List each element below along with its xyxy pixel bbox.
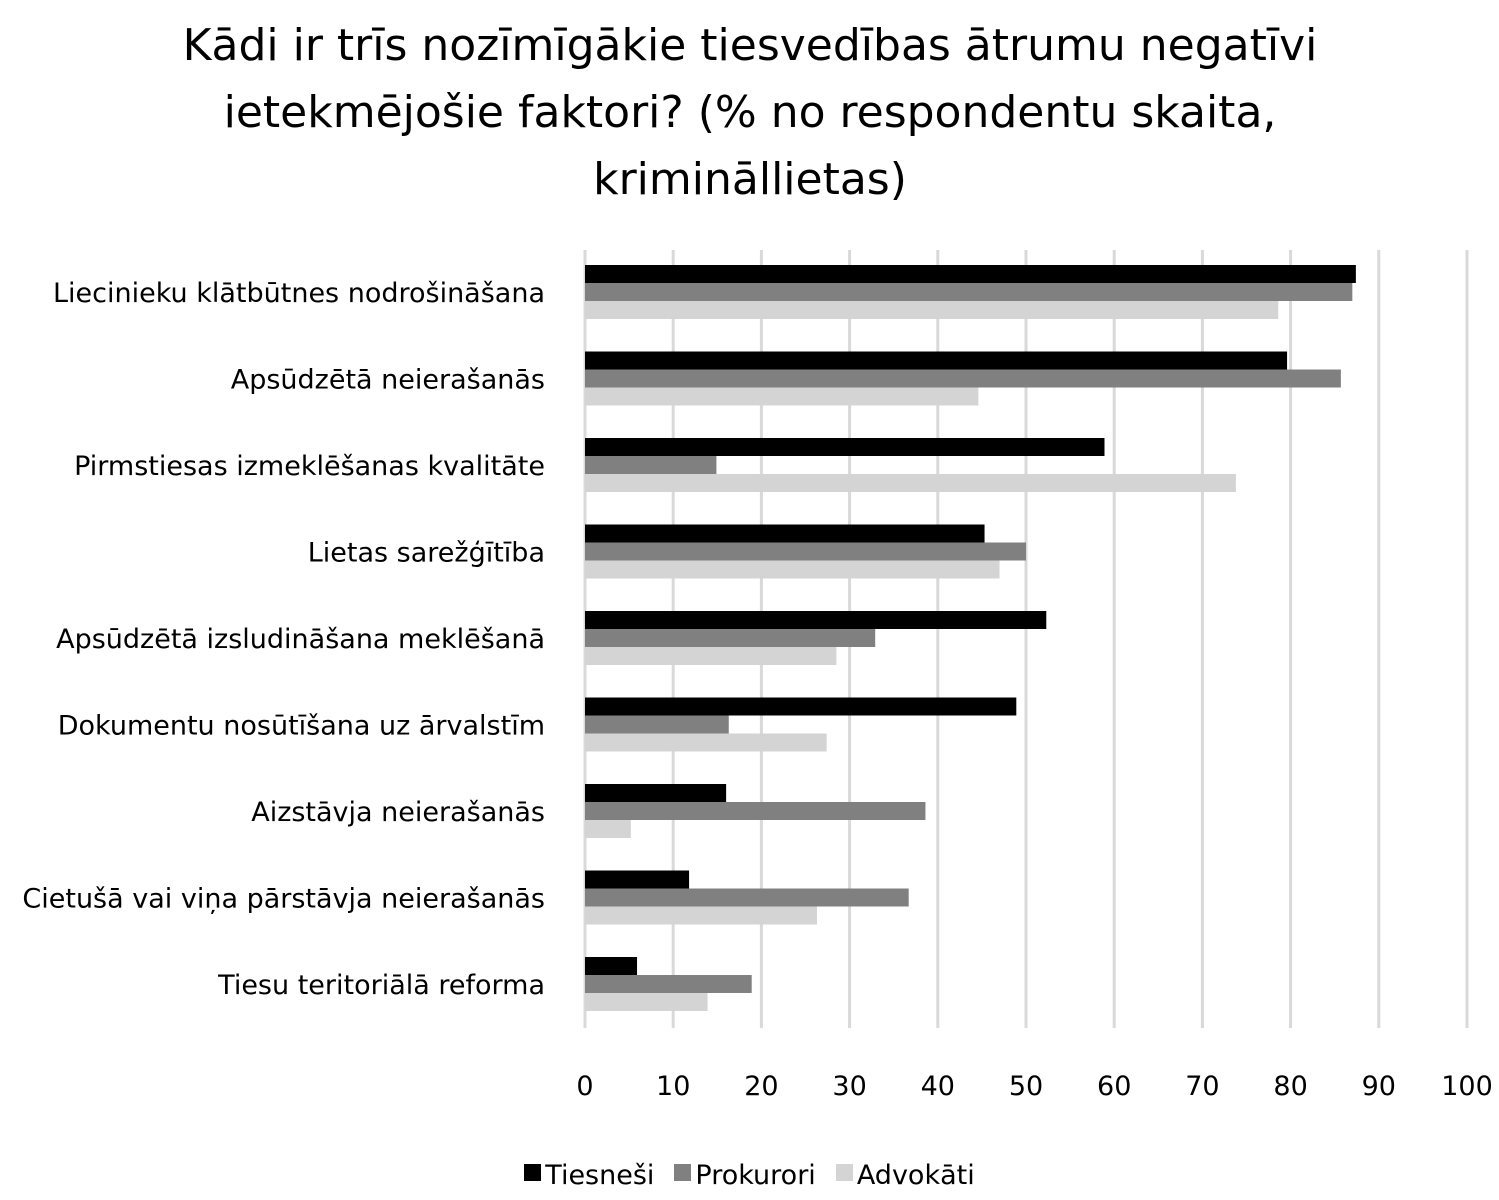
x-axis-tick-labels bbox=[576, 1071, 1492, 1102]
x-tick-label: 70 bbox=[1185, 1071, 1220, 1102]
legend-item bbox=[674, 1160, 815, 1191]
category-labels bbox=[22, 278, 545, 1001]
legend bbox=[0, 1160, 1499, 1191]
bar-tiesneši bbox=[585, 611, 1046, 629]
bar-advokāti bbox=[585, 907, 817, 925]
bar-advokāti bbox=[585, 820, 631, 838]
category-label: Apsūdzētā izsludināšana meklēšanā bbox=[56, 624, 545, 655]
category-label: Liecinieku klātbūtnes nodrošināšana bbox=[53, 278, 545, 309]
x-tick-label: 90 bbox=[1361, 1071, 1396, 1102]
bar-prokurori bbox=[585, 716, 729, 734]
category-label: Lietas sarežģītība bbox=[307, 537, 545, 569]
category-label: Apsūdzētā neierašanās bbox=[230, 364, 545, 396]
legend-label: Tiesneši bbox=[545, 1160, 655, 1191]
legend-label: Advokāti bbox=[856, 1160, 975, 1191]
bar-prokurori bbox=[585, 802, 925, 820]
category-label: Pirmstiesas izmeklēšanas kvalitāte bbox=[74, 451, 545, 482]
bar-tiesneši bbox=[585, 871, 689, 889]
x-tick-label: 20 bbox=[744, 1071, 779, 1102]
bar-advokāti bbox=[585, 561, 1000, 579]
bar-advokāti bbox=[585, 301, 1278, 319]
bar-tiesneši bbox=[585, 525, 985, 543]
x-tick-label: 100 bbox=[1441, 1071, 1493, 1102]
legend-swatch bbox=[836, 1164, 853, 1181]
x-tick-label: 0 bbox=[576, 1071, 594, 1102]
bar-advokāti bbox=[585, 647, 836, 665]
x-tick-label: 60 bbox=[1097, 1071, 1132, 1102]
legend-item bbox=[836, 1160, 975, 1191]
legend-label: Prokurori bbox=[695, 1160, 816, 1191]
x-tick-label: 10 bbox=[656, 1071, 691, 1102]
category-label: Cietušā vai viņa pārstāvja neierašanās bbox=[22, 883, 545, 915]
bar-tiesneši bbox=[585, 265, 1356, 283]
bar-tiesneši bbox=[585, 698, 1016, 716]
x-tick-label: 50 bbox=[1008, 1071, 1044, 1102]
category-label: Tiesu teritoriālā reforma bbox=[218, 970, 545, 1001]
legend-item bbox=[524, 1160, 654, 1191]
bar-tiesneši bbox=[585, 352, 1287, 370]
bar-prokurori bbox=[585, 889, 909, 907]
category-label: Aizstāvja neierašanās bbox=[251, 797, 545, 828]
x-tick-label: 40 bbox=[920, 1071, 955, 1102]
bar-prokurori bbox=[585, 975, 752, 993]
bar-advokāti bbox=[585, 474, 1236, 492]
bar-prokurori bbox=[585, 283, 1352, 301]
bar-prokurori bbox=[585, 629, 875, 647]
legend-swatch bbox=[674, 1164, 691, 1181]
chart-title: Kādi ir trīs nozīmīgākie tiesvedības ātrumu negatīvi ietekmējošie faktori? (% no respondentu skaita, krimināllietas) bbox=[182, 20, 1318, 205]
bar-advokāti bbox=[585, 388, 978, 406]
bar-tiesneši bbox=[585, 438, 1104, 456]
category-label: Dokumentu nosūtīšana uz ārvalstīm bbox=[57, 710, 545, 742]
bar-prokurori bbox=[585, 543, 1026, 561]
x-tick-label: 30 bbox=[832, 1071, 867, 1102]
bar-advokāti bbox=[585, 734, 827, 752]
bar-tiesneši bbox=[585, 957, 637, 975]
bar-prokurori bbox=[585, 456, 716, 474]
legend-swatch bbox=[524, 1164, 541, 1181]
bar-tiesneši bbox=[585, 784, 726, 802]
x-tick-label: 80 bbox=[1273, 1071, 1308, 1102]
bar-advokāti bbox=[585, 993, 708, 1011]
bars bbox=[585, 265, 1356, 1011]
bar-prokurori bbox=[585, 370, 1341, 388]
